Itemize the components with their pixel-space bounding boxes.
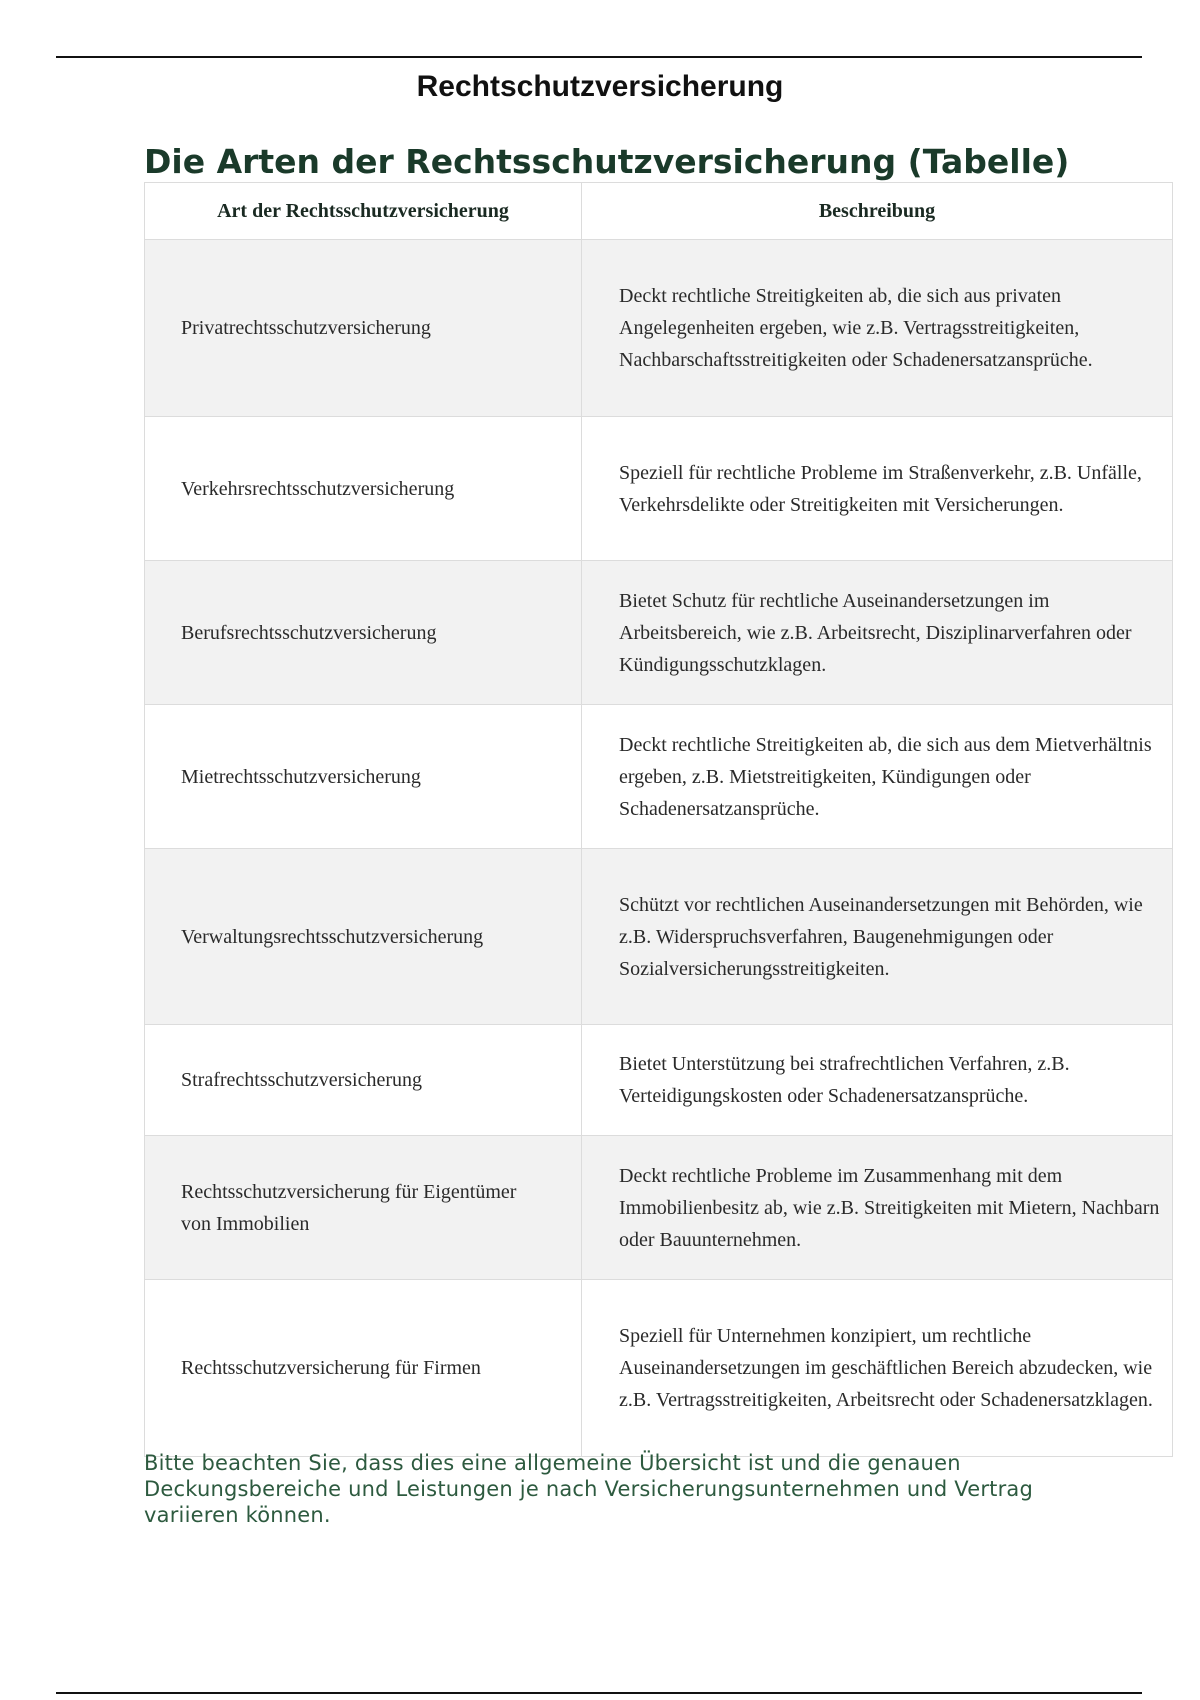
cell-type: Verwaltungsrechtsschutzversicherung	[145, 849, 582, 1025]
cell-description: Deckt rechtliche Probleme im Zusammenhang mit dem Immobilienbesitz ab, wie z.B. Streitigkeiten mit Mietern, Nachbarn oder Bauunternehmen.	[582, 1136, 1173, 1280]
cell-type: Rechtsschutzversicherung für Eigentümer von Immobilien	[145, 1136, 582, 1280]
cell-description: Deckt rechtliche Streitigkeiten ab, die sich aus privaten Angelegenheiten ergeben, wie z.B. Vertragsstreitigkeiten, Nachbarschaftsstreitigkeiten oder Schadenersatzansprüche.	[582, 240, 1173, 417]
coverage-note: Bitte beachten Sie, dass dies eine allgemeine Übersicht ist und die genauen Deckungsbereiche und Leistungen je nach Versicherungsunternehmen und Vertrag variieren können.	[144, 1451, 1034, 1527]
table-row	[145, 417, 1173, 561]
table-row	[145, 849, 1173, 1025]
cell-description: Bietet Schutz für rechtliche Auseinandersetzungen im Arbeitsbereich, wie z.B. Arbeitsrecht, Disziplinarverfahren oder Kündigungsschutzklagen.	[582, 561, 1173, 705]
section-heading: Die Arten der Rechtsschutzversicherung (Tabelle)	[144, 142, 1070, 181]
cell-description: Schützt vor rechtlichen Auseinandersetzungen mit Behörden, wie z.B. Widerspruchsverfahren, Baugenehmigungen oder Sozialversicherungsstreitigkeiten.	[582, 849, 1173, 1025]
cell-description: Deckt rechtliche Streitigkeiten ab, die sich aus dem Mietverhältnis ergeben, z.B. Mietstreitigkeiten, Kündigungen oder Schadenersatzansprüche.	[582, 705, 1173, 849]
cell-type: Berufsrechtsschutzversicherung	[145, 561, 582, 705]
column-header-type: Art der Rechtsschutzversicherung	[145, 183, 582, 240]
cell-type: Strafrechtsschutzversicherung	[145, 1025, 582, 1136]
cell-description: Bietet Unterstützung bei strafrechtlichen Verfahren, z.B. Verteidigungskosten oder Schadenersatzansprüche.	[582, 1025, 1173, 1136]
cell-description: Speziell für rechtliche Probleme im Straßenverkehr, z.B. Unfälle, Verkehrsdelikte oder Streitigkeiten mit Versicherungen.	[582, 417, 1173, 561]
table-row	[145, 705, 1173, 849]
cell-type: Privatrechtsschutzversicherung	[145, 240, 582, 417]
cell-type: Mietrechtsschutzversicherung	[145, 705, 582, 849]
table-row	[145, 240, 1173, 417]
cell-type: Verkehrsrechtsschutzversicherung	[145, 417, 582, 561]
table-row	[145, 1136, 1173, 1280]
top-rule	[56, 56, 1142, 58]
cell-type: Rechtsschutzversicherung für Firmen	[145, 1280, 582, 1457]
insurance-types-table	[144, 182, 1173, 1457]
table-row	[145, 1280, 1173, 1457]
cell-description: Speziell für Unternehmen konzipiert, um rechtliche Auseinandersetzungen im geschäftlichen Bereich abzudecken, wie z.B. Vertragsstreitigkeiten, Arbeitsrecht oder Schadenersatzklagen.	[582, 1280, 1173, 1457]
document-title: Rechtschutzversicherung	[416, 70, 784, 103]
bottom-rule	[56, 1692, 1142, 1694]
column-header-description: Beschreibung	[582, 183, 1173, 240]
table-row	[145, 561, 1173, 705]
table-header-row	[145, 183, 1173, 240]
table-row	[145, 1025, 1173, 1136]
